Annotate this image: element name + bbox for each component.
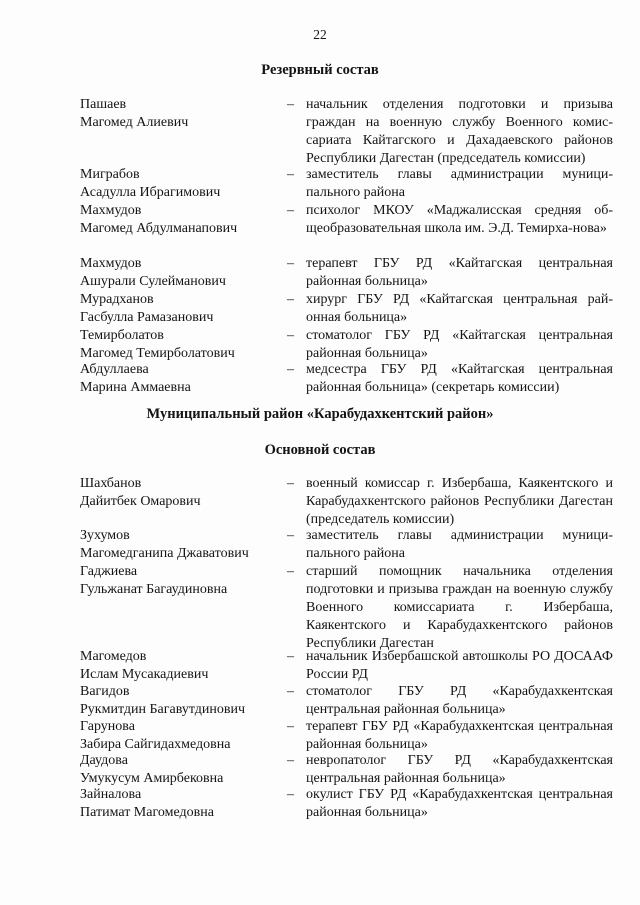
member-description: начальник отделения подготовки и призыва граждан на военную службу Военного комис-сариата Кайтагского и Дахадаевского районов Республики Дагестан (председатель комиссии) — [306, 97, 613, 166]
member-name — [80, 291, 280, 327]
member-surname: Гарунова — [80, 719, 135, 734]
member-given-name: Асадулла Ибрагимович — [80, 185, 221, 200]
dash: – — [287, 564, 294, 579]
member-name — [80, 752, 280, 788]
member-name — [80, 718, 280, 754]
member-name — [80, 563, 280, 599]
dash: – — [287, 362, 294, 377]
member-description: терапевт ГБУ РД «Кайтагская центральная районная больница» — [306, 256, 613, 289]
member-given-name: Марина Аммаевна — [80, 380, 191, 395]
member-surname: Вагидов — [80, 684, 130, 699]
member-description: старший помощник начальника отделения подготовки и призыва граждан на военную службу Военного комиссариата г. Избербаша, Каякентского и Карабудахкентского районов Республики Дагестан — [306, 564, 613, 651]
member-given-name: Ислам Мусакадиевич — [80, 667, 209, 682]
member-given-name: Дайитбек Омарович — [80, 494, 201, 509]
dash: – — [287, 719, 294, 734]
member-name — [80, 786, 280, 822]
member-given-name: Магомедганипа Джаватович — [80, 546, 249, 561]
member-name — [80, 255, 280, 291]
dash: – — [287, 649, 294, 664]
member-surname: Миграбов — [80, 167, 140, 182]
dash: – — [287, 203, 294, 218]
dash: – — [287, 256, 294, 271]
member-name — [80, 361, 280, 397]
member-description: начальник Избербашской автошколы РО ДОСААФ России РД — [306, 649, 613, 682]
member-given-name: Магомед Абдулманапович — [80, 221, 238, 236]
member-given-name: Гульжанат Багаудиновна — [80, 582, 228, 597]
member-name — [80, 527, 280, 563]
member-surname: Мурадханов — [80, 292, 154, 307]
member-name — [80, 475, 280, 511]
member-surname: Махмудов — [80, 256, 142, 271]
dash: – — [287, 787, 294, 802]
member-description: медсестра ГБУ РД «Кайтагская центральная районная больница» (секретарь комиссии) — [306, 362, 613, 395]
member-name — [80, 96, 280, 132]
member-name — [80, 327, 280, 363]
member-description: хирург ГБУ РД «Кайтагская центральная рай-онная больница» — [306, 292, 613, 325]
member-surname: Махмудов — [80, 203, 142, 218]
member-description: заместитель главы администрации муници-пального района — [306, 528, 613, 561]
reserve-heading: Резервный состав — [261, 62, 379, 78]
member-description: стоматолог ГБУ РД «Кайтагская центральная районная больница» — [306, 328, 613, 361]
member-description: окулист ГБУ РД «Карабудахкентская центральная районная больница» — [306, 787, 613, 820]
member-description: военный комиссар г. Избербаша, Каякентского и Карабудахкентского районов Республики Дагестан (председатель комиссии) — [306, 476, 613, 527]
member-name — [80, 166, 280, 202]
member-description: стоматолог ГБУ РД «Карабудахкентская центральная районная больница» — [306, 684, 613, 717]
member-surname: Зайналова — [80, 787, 142, 802]
dash: – — [287, 528, 294, 543]
member-surname: Даудова — [80, 753, 128, 768]
member-surname: Абдуллаева — [80, 362, 149, 377]
dash: – — [287, 167, 294, 182]
member-given-name: Магомед Темирболатович — [80, 346, 235, 361]
dash: – — [287, 97, 294, 112]
member-surname: Магомедов — [80, 649, 147, 664]
member-given-name: Забира Сайгидахмедовна — [80, 737, 231, 752]
dash: – — [287, 476, 294, 491]
member-name — [80, 202, 280, 238]
member-description: невропатолог ГБУ РД «Карабудахкентская центральная районная больница» — [306, 753, 613, 786]
member-given-name: Ашурали Сулейманович — [80, 274, 226, 289]
member-name — [80, 683, 280, 719]
member-surname: Гаджиева — [80, 564, 138, 579]
member-surname: Пашаев — [80, 97, 127, 112]
member-surname: Темирболатов — [80, 328, 164, 343]
member-given-name: Патимат Магомедовна — [80, 805, 214, 820]
member-given-name: Умукусум Амирбековна — [80, 771, 224, 786]
dash: – — [287, 684, 294, 699]
member-description: заместитель главы администрации муници-пального района — [306, 167, 613, 200]
page-number: 22 — [313, 27, 327, 42]
member-given-name: Гасбулла Рамазанович — [80, 310, 214, 325]
member-surname: Зухумов — [80, 528, 130, 543]
member-name — [80, 648, 280, 684]
main-composition-heading: Основной состав — [264, 442, 376, 458]
dash: – — [287, 292, 294, 307]
member-given-name: Рукмитдин Багавутдинович — [80, 702, 246, 717]
member-description: психолог МКОУ «Маджалисская средняя об-щеобразовательная школа им. Э.Д. Темирха-нова» — [306, 203, 613, 236]
member-description: терапевт ГБУ РД «Карабудахкентская центральная районная больница» — [306, 719, 613, 752]
member-given-name: Магомед Алиевич — [80, 115, 189, 130]
dash: – — [287, 753, 294, 768]
dash: – — [287, 328, 294, 343]
district-heading: Муниципальный район «Карабудахкентский район» — [146, 406, 494, 422]
member-surname: Шахбанов — [80, 476, 142, 491]
